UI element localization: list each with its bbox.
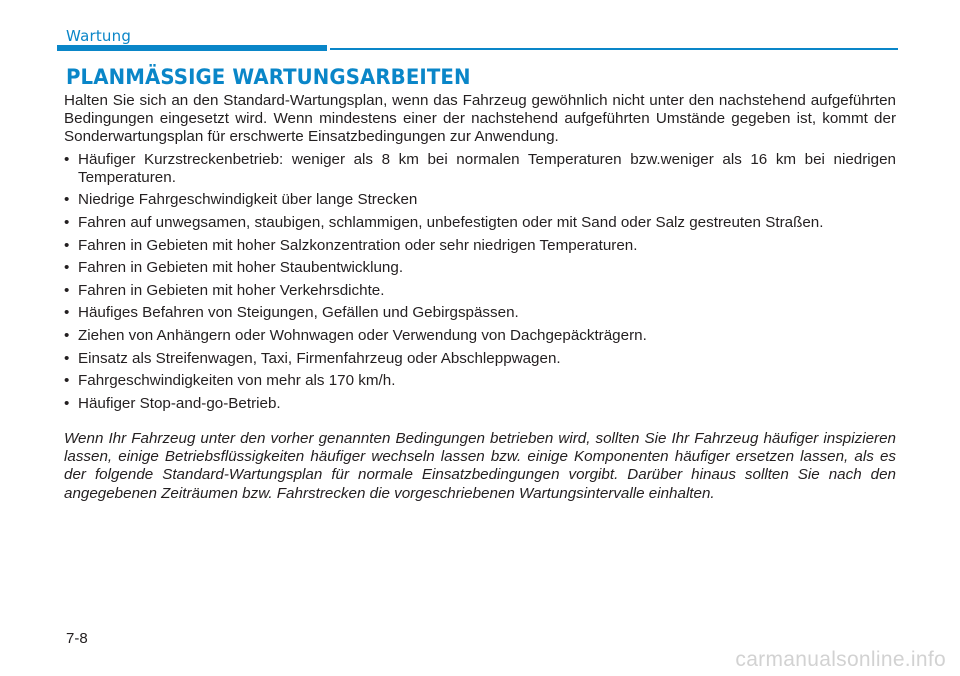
page-number: 7-8 <box>66 630 88 647</box>
list-item <box>64 151 896 187</box>
page-title: PLANMÄSSIGE WARTUNGSARBEITEN <box>66 65 471 89</box>
section-label: Wartung <box>66 27 132 45</box>
bullet-icon: • <box>64 214 70 231</box>
list-item <box>64 259 896 277</box>
list-item <box>64 350 896 368</box>
intro-paragraph: Halten Sie sich an den Standard-Wartungsplan, wenn das Fahrzeug gewöhnlich nicht unter den nachstehend aufgeführten Bedingungen eingesetzt wird. Wenn mindestens einer der nachstehend aufgeführten Umstände gegeben ist, kommt der Sonderwartungsplan für erschwerte Einsatzbedingungen zur Anwendung. <box>64 92 896 146</box>
list-item <box>64 237 896 255</box>
main-content <box>64 92 896 503</box>
bullet-icon: • <box>64 236 70 254</box>
list-item-text: Ziehen von Anhängern oder Wohnwagen oder Verwendung von Dachgepäckträgern. <box>78 326 647 344</box>
bullet-icon: • <box>64 394 70 412</box>
list-item-text: Niedrige Fahrgeschwindigkeit über lange Strecken <box>78 191 418 209</box>
list-item-text: Häufiges Befahren von Steigungen, Gefällen und Gebirgspässen. <box>78 304 519 322</box>
list-item <box>64 327 896 345</box>
list-item-text: Fahren in Gebieten mit hoher Staubentwicklung. <box>78 259 404 277</box>
list-item-text: Fahrgeschwindigkeiten von mehr als 170 km/h. <box>78 372 396 390</box>
conditions-list <box>64 151 896 413</box>
list-item-text: Einsatz als Streifenwagen, Taxi, Firmenfahrzeug oder Abschleppwagen. <box>78 349 561 367</box>
list-item-text: Fahren auf unwegsamen, staubigen, schlammigen, unbefestigten oder mit Sand oder Salz gestreuten Straßen. <box>78 214 824 231</box>
watermark: carmanualsonline.info <box>735 648 946 671</box>
list-item-text: Fahren in Gebieten mit hoher Salzkonzentration oder sehr niedrigen Temperaturen. <box>78 236 638 254</box>
list-item <box>64 304 896 322</box>
header-rule-thick <box>57 45 327 51</box>
list-item-text: Häufiger Stop-and-go-Betrieb. <box>78 394 281 412</box>
list-item <box>64 191 896 209</box>
bullet-icon: • <box>64 326 70 344</box>
bullet-icon: • <box>64 150 70 168</box>
bullet-icon: • <box>64 349 70 367</box>
list-item <box>64 282 896 300</box>
bullet-icon: • <box>64 281 70 299</box>
list-item <box>64 372 896 390</box>
bullet-icon: • <box>64 259 70 277</box>
bullet-icon: • <box>64 191 70 209</box>
header-rule-thin <box>330 48 898 50</box>
list-item-text: Häufiger Kurzstreckenbetrieb: weniger als 8 km bei normalen Temperaturen bzw.weniger als 16 km bei niedrigen Temperaturen. <box>78 150 896 186</box>
bullet-icon: • <box>64 304 70 322</box>
list-item <box>64 395 896 413</box>
note-paragraph: Wenn Ihr Fahrzeug unter den vorher genannten Bedingungen betrieben wird, sollten Sie Ihr Fahrzeug häufiger inspizieren lassen, einige Betriebsflüssigkeiten häufiger wechseln lassen bzw. einige Komponenten häufiger ersetzen lassen, als es der folgende Standard-Wartungsplan für normale Einsatzbedingungen vorgibt. Darüber hinaus sollten Sie nach den angegebenen Zeiträumen bzw. Fahrstrecken die vorgeschriebenen Wartungsintervalle einhalten. <box>64 429 896 502</box>
list-item <box>64 214 896 232</box>
bullet-icon: • <box>64 372 70 390</box>
list-item-text: Fahren in Gebieten mit hoher Verkehrsdichte. <box>78 281 385 299</box>
